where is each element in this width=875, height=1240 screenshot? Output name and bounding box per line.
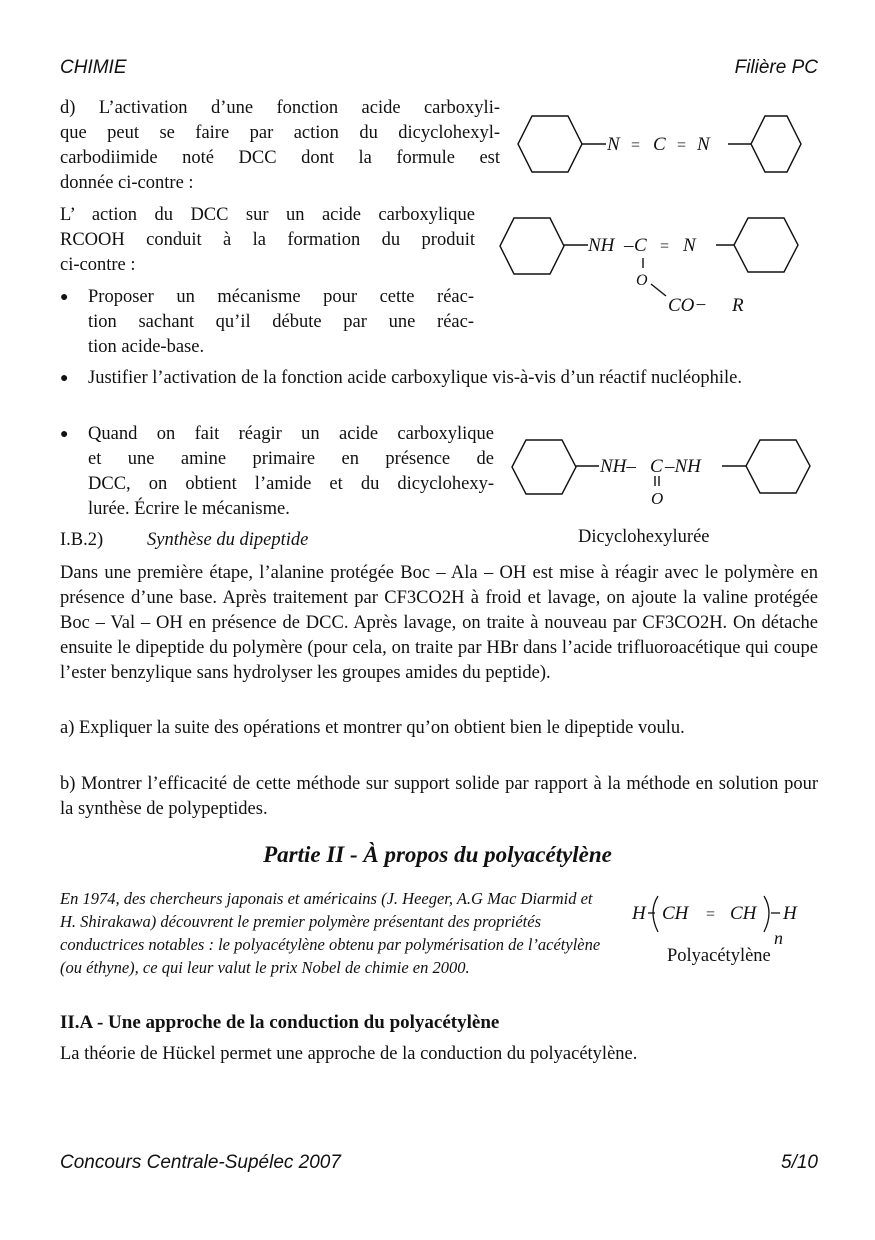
ch-group: CH [730, 903, 757, 924]
dcc-action-line: ci-contre : [60, 255, 136, 275]
polyacetylene-formula [628, 892, 818, 952]
cyclohexyl-ring [518, 116, 582, 172]
acyl-group: CO− [668, 295, 708, 316]
atom-o: O [651, 489, 664, 508]
section-ii-a-title: II.A - Une approche de la conduction du polyacétylène [60, 1012, 500, 1033]
double-bond: = [660, 238, 670, 255]
bullet-3-line: Quand on fait réagir un acide carboxylique [88, 424, 494, 444]
dash: – [624, 235, 634, 256]
section-ii-a-text: La théorie de Hückel permet une approche de la conduction du polyacétylène. [60, 1044, 638, 1064]
bullet-3-line: et une amine primaire en présence de [88, 449, 494, 469]
atom-n: N [697, 134, 710, 155]
bullet-marker: ● [60, 427, 69, 442]
open-bracket [653, 896, 658, 932]
part-d-line: d) L’activation d’une fonction acide carboxyli- [60, 98, 500, 118]
atom-n: N [607, 134, 620, 155]
cyclohexyl-ring [734, 218, 798, 272]
double-bond: = [631, 137, 641, 154]
atom-o: O [636, 272, 648, 289]
cyclohexyl-ring [500, 218, 564, 274]
repeat-index: n [774, 928, 783, 948]
polyacetylene-caption: Polyacétylène [667, 946, 771, 966]
atom-n: N [683, 235, 696, 256]
part-intro: En 1974, des chercheurs japonais et américains (J. Heeger, A.G Mac Diarmid et H. Shirakawa) découvrent le premier polymère présentant des propriétés conductrices notables : le polyacétylène obtenu par polymérisation de l’acétylène (ou éthyne), ce qui leur valut le prix Nobel de chimie en 2000. [60, 889, 601, 977]
bullet-2-text: Justifier l’activation de la fonction acide carboxylique vis-à-vis d’un réactif nucléophile. [88, 368, 742, 388]
bond-line [651, 284, 666, 296]
footer-exam: Concours Centrale-Supélec 2007 [60, 1152, 341, 1173]
bullet-2 [60, 366, 818, 391]
r-group: R [732, 295, 744, 316]
bullet-1-line: tion sachant qu’il débute par une réac- [88, 312, 474, 332]
section-title: Synthèse du dipeptide [147, 530, 309, 550]
header-subject: CHIMIE [60, 57, 127, 78]
question-b: b) Montrer l’efficacité de cette méthode sur support solide par rapport à la méthode en solution pour la synthèse de polypeptides. [60, 774, 818, 819]
atom-c: C [634, 235, 647, 256]
bullet-3-line: DCC, on obtient l’amide et du dicyclohexy- [88, 474, 494, 494]
close-bracket [764, 896, 769, 932]
header-track: Filière PC [734, 57, 818, 78]
atom-c: C [650, 456, 663, 477]
atom-nh: –NH [665, 456, 701, 477]
bullet-1-line: tion acide-base. [88, 337, 205, 357]
dcc-action-paragraph [60, 203, 475, 278]
bullet-marker: ● [60, 371, 69, 386]
part-d-paragraph [60, 96, 500, 196]
page-number: 5/10 [781, 1152, 818, 1173]
bullet-marker: ● [60, 290, 69, 305]
dicyclohexylurea-structure [508, 435, 818, 511]
bullet-1-line: Proposer un mécanisme pour cette réac- [88, 287, 474, 307]
part-title: Partie II - À propos du polyacétylène [263, 842, 612, 867]
urea-caption: Dicyclohexylurée [578, 527, 710, 547]
part-d-line: que peut se faire par action du dicyclohexyl- [60, 123, 500, 143]
atom-nh: NH– [600, 456, 636, 477]
dcc-structure [510, 108, 810, 180]
atom-h: H [783, 903, 797, 924]
cyclohexyl-ring [751, 116, 801, 172]
dipeptide-paragraph: Dans une première étape, l’alanine protégée Boc – Ala – OH est mise à réagir avec le polymère en présence d’une base. Après traitement par CF3CO2H à froid et lavage, on ajoute la valine protégée Boc – Val – OH en présence de DCC. Après lavage, on traite à nouveau par CF3CO2H. On détache ensuite le dipeptide du polymère (pour cela, on traite par HBr dans l’acide trifluoroacétique qui coupe l’ester benzylique sans hydrolyser les groupes amides du peptide). [60, 563, 818, 683]
bullet-3-line: lurée. Écrire le mécanisme. [88, 499, 290, 519]
o-acylisourea-structure [496, 212, 806, 322]
double-bond: = [677, 137, 687, 154]
atom-c: C [653, 134, 666, 155]
double-bond: = [706, 906, 716, 923]
ch-group: CH [662, 903, 689, 924]
bullet-1 [60, 285, 474, 360]
cyclohexyl-ring [512, 440, 576, 494]
bullet-3 [60, 422, 494, 522]
dcc-action-line: RCOOH conduit à la formation du produit [60, 230, 475, 250]
part-d-line: carbodiimide noté DCC dont la formule est [60, 148, 500, 168]
section-number: I.B.2) [60, 530, 104, 550]
cyclohexyl-ring [746, 440, 810, 493]
atom-h: H [632, 903, 646, 924]
dcc-action-line: L’ action du DCC sur un acide carboxylique [60, 205, 475, 225]
question-a: a) Expliquer la suite des opérations et montrer qu’on obtient bien le dipeptide voulu. [60, 718, 685, 738]
atom-nh: NH [588, 235, 615, 256]
part-d-line: donnée ci-contre : [60, 173, 194, 193]
